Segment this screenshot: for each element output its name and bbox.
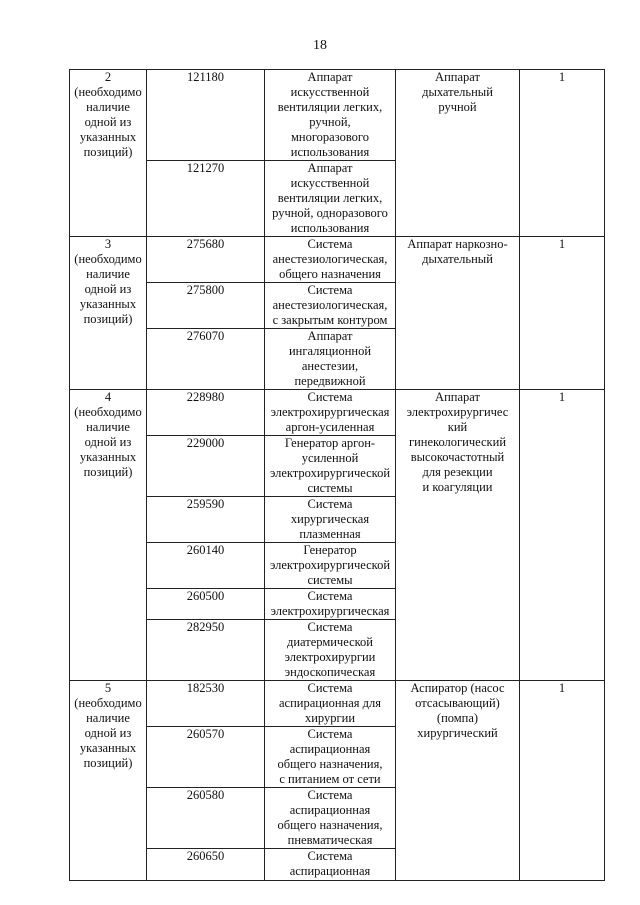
item-code: 260650 [147, 849, 265, 881]
item-code: 275800 [147, 283, 265, 329]
item-code: 260140 [147, 543, 265, 589]
item-name: Система аспирационная для хирургии [265, 681, 396, 727]
device-name: Аппарат дыхательный ручной [396, 70, 520, 237]
page-number: 18 [313, 38, 327, 53]
quantity: 1 [520, 70, 605, 237]
table-row [70, 70, 605, 161]
item-name: Аппарат ингаляционной анестезии, передвижной [265, 329, 396, 390]
quantity: 1 [520, 681, 605, 881]
item-name: Система анестезиологическая, общего назначения [265, 237, 396, 283]
item-code: 260570 [147, 727, 265, 788]
item-name: Аппарат искусственной вентиляции легких, ручной, многоразового использования [265, 70, 396, 161]
item-code: 276070 [147, 329, 265, 390]
item-name: Система хирургическая плазменная [265, 497, 396, 543]
item-name: Генератор электрохирургической системы [265, 543, 396, 589]
group-label: 4 (необходимо наличие одной из указанных позиций) [70, 390, 147, 681]
item-name: Система диатермической электрохирургии эндоскопическая [265, 620, 396, 681]
item-code: 121180 [147, 70, 265, 161]
item-code: 260580 [147, 788, 265, 849]
item-code: 229000 [147, 436, 265, 497]
item-name: Система аспирационная [265, 849, 396, 881]
item-name: Система аспирационная общего назначения, пневматическая [265, 788, 396, 849]
item-name: Система анестезиологическая, с закрытым контуром [265, 283, 396, 329]
quantity: 1 [520, 390, 605, 681]
item-code: 121270 [147, 161, 265, 237]
equipment-table [69, 69, 605, 881]
item-name: Система электрохирургическая [265, 589, 396, 620]
item-code: 259590 [147, 497, 265, 543]
item-code: 182530 [147, 681, 265, 727]
item-name: Система аспирационная общего назначения, с питанием от сети [265, 727, 396, 788]
quantity: 1 [520, 237, 605, 390]
group-label: 5 (необходимо наличие одной из указанных позиций) [70, 681, 147, 881]
group-label: 2 (необходимо наличие одной из указанных позиций) [70, 70, 147, 237]
item-name: Генератор аргон- усиленной электрохирургической системы [265, 436, 396, 497]
group-label: 3 (необходимо наличие одной из указанных позиций) [70, 237, 147, 390]
item-code: 228980 [147, 390, 265, 436]
table-row [70, 390, 605, 436]
item-name: Аппарат искусственной вентиляции легких, ручной, одноразового использования [265, 161, 396, 237]
item-code: 275680 [147, 237, 265, 283]
item-code: 282950 [147, 620, 265, 681]
device-name: Аппарат электрохирургичес кий гинекологический высокочастотный для резекции и коагуляции [396, 390, 520, 681]
table-row [70, 681, 605, 727]
device-name: Аппарат наркозно- дыхательный [396, 237, 520, 390]
item-name: Система электрохирургическая аргон-усиленная [265, 390, 396, 436]
table-row [70, 237, 605, 283]
item-code: 260500 [147, 589, 265, 620]
device-name: Аспиратор (насос отсасывающий) (помпа) хирургический [396, 681, 520, 881]
